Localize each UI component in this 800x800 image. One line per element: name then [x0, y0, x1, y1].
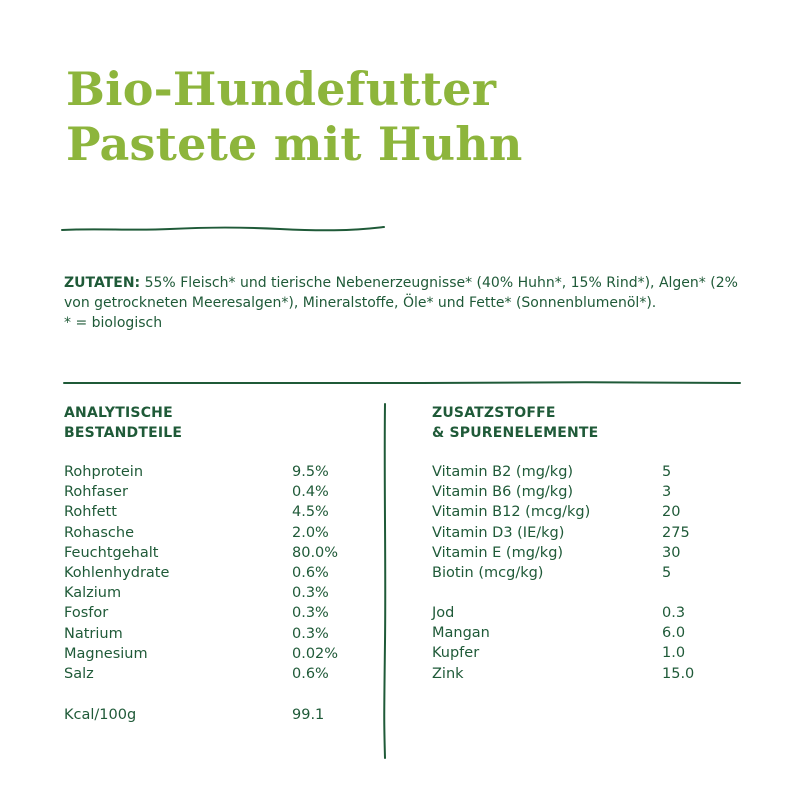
- wavy-divider: [60, 222, 390, 236]
- vitamin-value: 5: [662, 564, 672, 581]
- nutrient-name: Rohprotein: [64, 464, 144, 480]
- analytic-heading-line-1: ANALYTISCHE: [64, 405, 173, 421]
- nutrient-name: Rohfett: [64, 504, 117, 521]
- nutrient-value: 0.3%: [292, 625, 329, 642]
- trace-element-name: Jod: [432, 605, 455, 621]
- vitamin-value: 275: [662, 524, 690, 541]
- nutrient-name: Rohfaser: [64, 484, 128, 501]
- vitamin-value: 3: [662, 484, 672, 501]
- trace-element-value: 6.0: [662, 625, 686, 642]
- trace-element-value: 0.3: [662, 605, 686, 621]
- nutrient-value: 0.3%: [292, 605, 329, 622]
- additives-heading-line-2: & SPURENELEMENTE: [432, 425, 599, 441]
- vitamin-name: Vitamin B12 (mcg/kg): [432, 504, 591, 521]
- vitamin-name: Vitamin B2 (mg/kg): [432, 464, 574, 480]
- vitamin-value: 30: [662, 544, 681, 561]
- kcal-value: 99.1: [292, 707, 325, 723]
- nutrient-value: 2.0%: [292, 524, 329, 541]
- title-line-2: Pastete mit Huhn: [66, 117, 523, 171]
- kcal-label: Kcal/100g: [64, 707, 137, 723]
- vitamin-name: Vitamin E (mg/kg): [432, 544, 564, 561]
- nutrient-name: Rohasche: [64, 524, 135, 541]
- vitamin-name: Vitamin B6 (mg/kg): [432, 484, 574, 501]
- nutrient-name: Natrium: [64, 625, 123, 642]
- analytic-heading: [64, 403, 182, 443]
- nutrient-value: 0.6%: [292, 665, 329, 682]
- section-divider: [62, 378, 744, 388]
- ingredients-label: ZUTATEN:: [64, 275, 141, 291]
- vitamin-value: 20: [662, 504, 681, 521]
- nutrient-value: 0.4%: [292, 484, 329, 501]
- vitamin-name: Vitamin D3 (IE/kg): [432, 524, 565, 541]
- column-divider: [380, 402, 390, 762]
- nutrient-value: 9.5%: [292, 464, 329, 480]
- nutrient-value: 4.5%: [292, 504, 329, 521]
- nutrient-value: 0.02%: [292, 645, 339, 662]
- trace-element-name: Zink: [432, 665, 464, 682]
- additives-heading-line-1: ZUSATZSTOFFE: [432, 405, 556, 421]
- ingredients-text: 55% Fleisch* und tierische Nebenerzeugnisse* (40% Huhn*, 15% Rind*), Algen* (2% von getrockneten Meeresalgen*), Mineralstoffe, Öle* und Fette* (Sonnenblumenöl*).: [64, 275, 738, 311]
- nutrient-name: Kalzium: [64, 585, 122, 602]
- vitamin-value: 5: [662, 464, 672, 480]
- ingredients-block: [64, 273, 754, 333]
- trace-element-value: 15.0: [662, 665, 695, 682]
- nutrient-name: Salz: [64, 665, 94, 682]
- nutrient-value: 80.0%: [292, 544, 339, 561]
- nutrient-value: 0.3%: [292, 585, 329, 602]
- trace-element-name: Mangan: [432, 625, 490, 642]
- nutrient-name: Fosfor: [64, 605, 109, 622]
- nutrient-name: Feuchtgehalt: [64, 544, 159, 561]
- nutrient-name: Kohlenhydrate: [64, 564, 170, 581]
- trace-element-value: 1.0: [662, 645, 686, 662]
- vitamin-name: Biotin (mcg/kg): [432, 564, 544, 581]
- additives-heading: [432, 403, 598, 443]
- trace-element-name: Kupfer: [432, 645, 480, 662]
- nutrient-name: Magnesium: [64, 645, 148, 662]
- analytic-heading-line-2: BESTANDTEILE: [64, 425, 183, 441]
- ingredients-note: * = biologisch: [64, 315, 163, 331]
- title-line-1: Bio-Hundefutter: [66, 62, 497, 116]
- nutrient-value: 0.6%: [292, 564, 329, 581]
- page-title: [66, 62, 523, 172]
